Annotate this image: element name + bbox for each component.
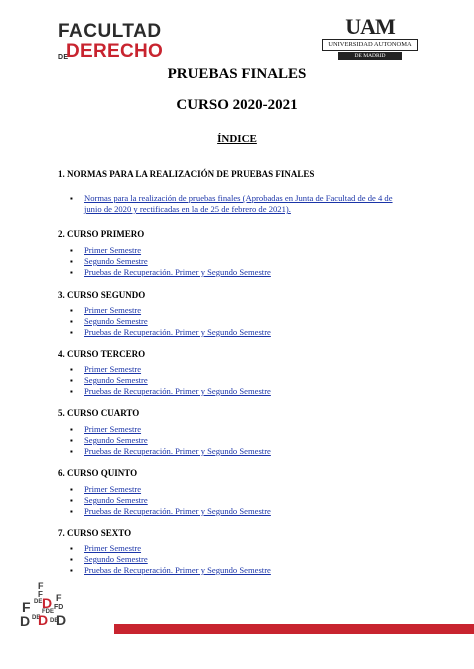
- list-item: [70, 375, 271, 386]
- second-semester-link[interactable]: Segundo Semestre: [84, 554, 148, 564]
- list-item: [70, 424, 271, 435]
- second-semester-link[interactable]: Segundo Semestre: [84, 256, 148, 266]
- faculty-logo-line2: [58, 42, 163, 61]
- first-semester-link[interactable]: Primer Semestre: [84, 484, 142, 494]
- uam-logo-name: UNIVERSIDAD AUTONOMA: [322, 39, 418, 51]
- section-link-list: [70, 305, 271, 338]
- recovery-exams-link[interactable]: Pruebas de Recuperación. Primer y Segundo Semestre: [84, 565, 271, 575]
- section-heading: 7. CURSO SEXTO: [58, 528, 132, 538]
- list-item: [70, 245, 271, 256]
- list-item: [70, 364, 271, 375]
- section-heading: 4. CURSO TERCERO: [58, 349, 146, 359]
- uam-logo: [322, 16, 418, 60]
- list-item: [70, 484, 271, 495]
- second-semester-link[interactable]: Segundo Semestre: [84, 435, 148, 445]
- section-heading: 6. CURSO QUINTO: [58, 468, 138, 478]
- section-heading: 2. CURSO PRIMERO: [58, 229, 145, 239]
- uam-logo-mark: UAM: [345, 14, 395, 39]
- footer-logo-letter: F: [38, 581, 44, 591]
- faculty-logo-de: DE: [58, 54, 69, 61]
- second-semester-link[interactable]: Segundo Semestre: [84, 375, 148, 385]
- footer-logo-letter: DE: [32, 615, 41, 621]
- footer-logo-letter: FDE: [42, 609, 54, 615]
- footer-logo-letter: D: [20, 613, 31, 629]
- list-item: [70, 316, 271, 327]
- footer-logo-letter: F: [22, 599, 31, 615]
- list-item: [70, 495, 271, 506]
- footer-logo-letter: DE: [50, 618, 59, 624]
- recovery-exams-link[interactable]: Pruebas de Recuperación. Primer y Segundo Semestre: [84, 446, 271, 456]
- first-semester-link[interactable]: Primer Semestre: [84, 305, 142, 315]
- list-item: [70, 554, 271, 565]
- first-semester-link[interactable]: Primer Semestre: [84, 543, 142, 553]
- first-semester-link[interactable]: Primer Semestre: [84, 245, 142, 255]
- section-link-list: [70, 245, 271, 278]
- footer-logo-letter: D: [56, 612, 67, 628]
- section-heading: 3. CURSO SEGUNDO: [58, 290, 146, 300]
- list-item: [70, 193, 410, 215]
- footer-logo-letter: FD: [54, 604, 64, 611]
- list-item: [70, 446, 271, 457]
- first-semester-link[interactable]: Primer Semestre: [84, 424, 142, 434]
- first-semester-link[interactable]: Primer Semestre: [84, 364, 142, 374]
- rules-link[interactable]: Normas para la realización de pruebas finales (Aprobadas en Junta de Facultad de de 4 de junio de 2020 y rectificadas en la de 25 de febrero de 2021).: [84, 193, 393, 214]
- footer-logo-letter: D: [38, 612, 49, 628]
- second-semester-link[interactable]: Segundo Semestre: [84, 495, 148, 505]
- footer-faculty-logo: [20, 582, 68, 630]
- footer-logo-letter: F: [38, 590, 43, 599]
- list-item: [70, 267, 271, 278]
- course-title: CURSO 2020-2021: [176, 97, 298, 113]
- section-heading: 5. CURSO CUARTO: [58, 408, 140, 418]
- section-link-list: [70, 193, 410, 215]
- footer-logo-letter: DE: [34, 599, 43, 605]
- second-semester-link[interactable]: Segundo Semestre: [84, 316, 148, 326]
- footer-logo-letter: F: [56, 593, 62, 603]
- list-item: [70, 565, 271, 576]
- faculty-logo: [58, 22, 163, 61]
- footer-red-bar: [114, 624, 474, 634]
- list-item: [70, 506, 271, 517]
- uam-logo-city: DE MADRID: [338, 52, 402, 60]
- document-title: PRUEBAS FINALES: [167, 66, 307, 82]
- recovery-exams-link[interactable]: Pruebas de Recuperación. Primer y Segundo Semestre: [84, 506, 271, 516]
- list-item: [70, 256, 271, 267]
- list-item: [70, 435, 271, 446]
- faculty-logo-line1: FACULTAD: [58, 21, 162, 42]
- recovery-exams-link[interactable]: Pruebas de Recuperación. Primer y Segundo Semestre: [84, 386, 271, 396]
- section-link-list: [70, 484, 271, 517]
- footer-logo-letter: D: [42, 595, 53, 611]
- faculty-logo-derecho: DERECHO: [66, 41, 164, 62]
- section-link-list: [70, 543, 271, 576]
- section-heading: 1. NORMAS PARA LA REALIZACIÓN DE PRUEBAS FINALES: [58, 169, 315, 179]
- list-item: [70, 386, 271, 397]
- index-heading: ÍNDICE: [217, 133, 257, 145]
- recovery-exams-link[interactable]: Pruebas de Recuperación. Primer y Segundo Semestre: [84, 267, 271, 277]
- list-item: [70, 305, 271, 316]
- list-item: [70, 327, 271, 338]
- section-link-list: [70, 364, 271, 397]
- section-link-list: [70, 424, 271, 457]
- list-item: [70, 543, 271, 554]
- recovery-exams-link[interactable]: Pruebas de Recuperación. Primer y Segundo Semestre: [84, 327, 271, 337]
